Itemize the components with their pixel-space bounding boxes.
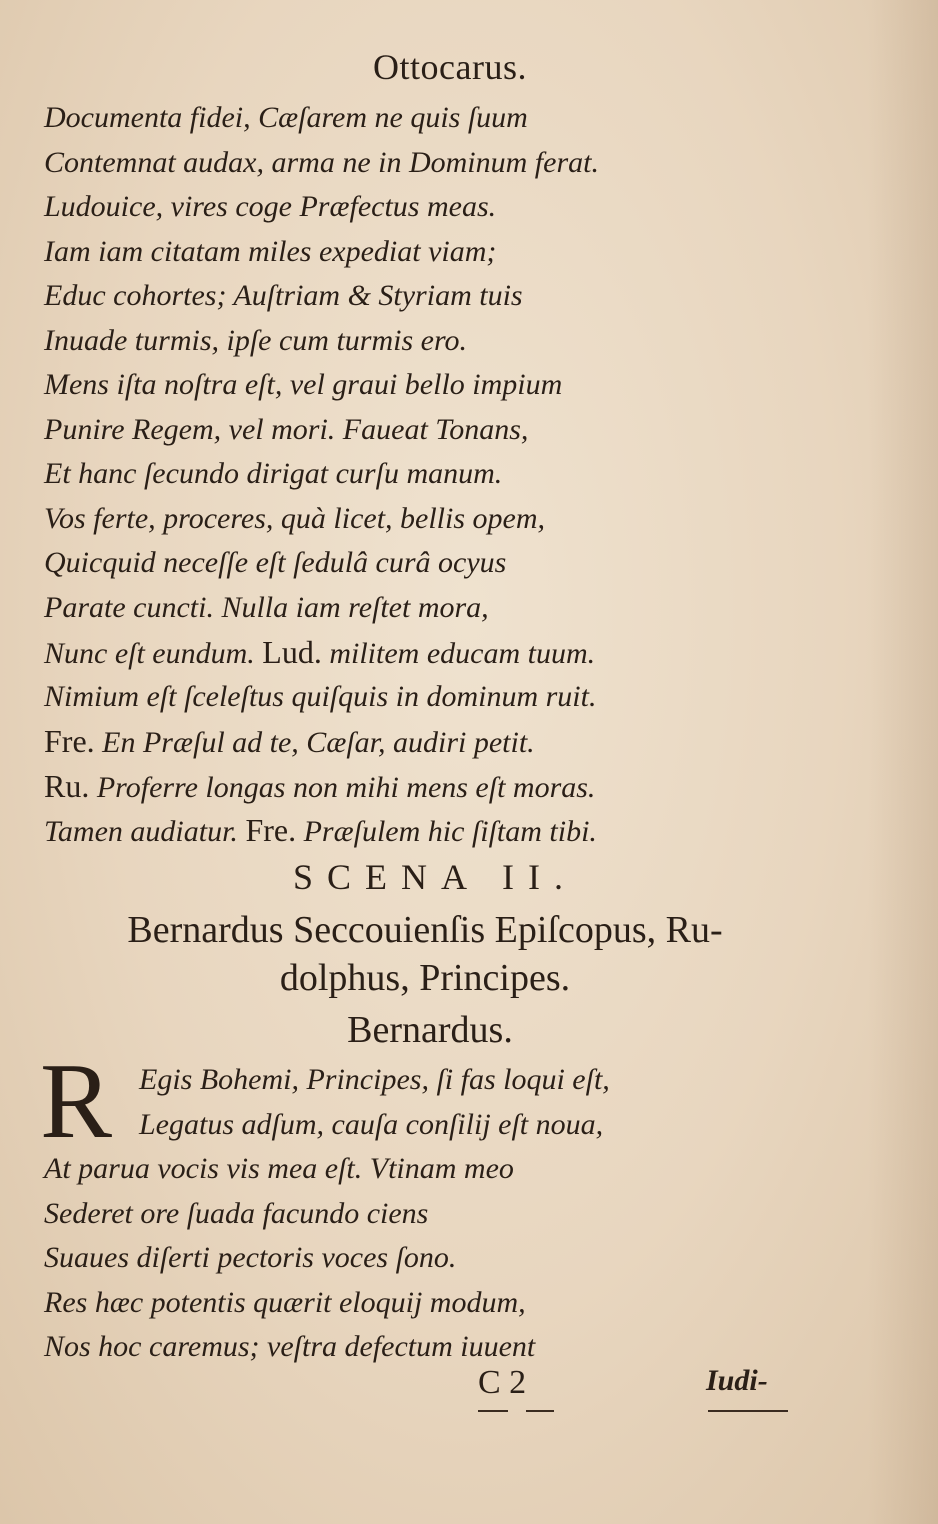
verse-line xyxy=(44,630,824,675)
verse-text: Nunc eſt eundum. xyxy=(44,637,263,670)
verse-line xyxy=(44,586,824,631)
verse-line xyxy=(44,1103,824,1148)
verse-text: Inuade turmis, ipſe cum turmis ero. xyxy=(44,323,468,357)
verse-text: Et hanc ſecundo dirigat curſu manum. xyxy=(44,457,503,490)
verse-text: Vos ferte, proceres, quà licet, bellis opem, xyxy=(44,501,546,535)
verse-text: Parate cuncti. Nulla iam reſtet mora, xyxy=(44,590,489,624)
verse-line xyxy=(44,1192,824,1237)
verse-text: Nos hoc caremus; veſtra defectum iuuent xyxy=(44,1330,536,1363)
catchword-underline xyxy=(708,1410,788,1412)
verse-line xyxy=(44,808,824,853)
running-head: Ottocarus. xyxy=(373,47,527,87)
verse-line xyxy=(44,1147,824,1192)
verse-text: Proferre longas non mihi mens eſt moras. xyxy=(89,770,596,804)
verse-line xyxy=(44,719,824,764)
verse-text: Punire Regem, vel mori. Faueat Tonans, xyxy=(44,412,529,446)
verse-line xyxy=(44,185,824,230)
verse-text: Mens iſta noſtra eſt, vel graui bello impium xyxy=(44,368,563,401)
verse-block-1 xyxy=(44,96,824,853)
verse-text: Ludouice, vires coge Præfectus meas. xyxy=(44,190,497,223)
catchword: Iudi- xyxy=(706,1364,768,1397)
verse-text: En Præſul ad te, Cæſar, audiri petit. xyxy=(94,726,535,759)
speaker-heading: Bernardus. xyxy=(347,1009,513,1051)
signature-mark: C 2 xyxy=(478,1364,527,1401)
persons-line-2: dolphus, Principes. xyxy=(279,957,571,999)
scene-title: SCENA II. xyxy=(292,857,577,897)
speaker-abbrev: Ru. xyxy=(44,767,90,804)
verse-line xyxy=(44,408,824,453)
persons-line-1: Bernardus Seccouienſis Epiſcopus, Ru- xyxy=(127,909,723,951)
verse-text: Nimium eſt ſceleſtus quiſquis in dominum ruit. xyxy=(44,679,597,713)
verse-text: Præſulem hic ſiſtam tibi. xyxy=(296,815,597,848)
signature-underline xyxy=(478,1410,508,1412)
verse-text: militem educam tuum. xyxy=(321,637,596,670)
verse-line xyxy=(44,764,824,809)
verse-line xyxy=(44,541,824,586)
verse-block-2 xyxy=(44,1058,824,1370)
signature-underline xyxy=(526,1410,554,1412)
verse-text: Suaues diſerti pectoris voces ſono. xyxy=(44,1241,457,1274)
verse-text: Quicquid neceſſe eſt ſedulâ curâ ocyus xyxy=(44,546,507,579)
verse-text: Res hæc potentis quærit eloquij modum, xyxy=(44,1285,526,1319)
verse-line xyxy=(44,319,824,364)
verse-text: Egis Bohemi, Principes, ſi fas loqui eſt, xyxy=(139,1063,610,1096)
dramatis-personae xyxy=(30,906,820,1002)
page-edge-shadow xyxy=(868,0,938,1524)
verse-line xyxy=(44,274,824,319)
verse-line xyxy=(44,497,824,542)
verse-text: Tamen audiatur. xyxy=(44,815,246,848)
verse-line xyxy=(44,1058,824,1103)
verse-line xyxy=(44,675,824,720)
speaker-abbrev: Fre. xyxy=(44,723,95,759)
verse-text: Iam iam citatam miles expediat viam; xyxy=(44,234,497,268)
verse-line xyxy=(44,230,824,275)
verse-line xyxy=(44,96,824,141)
verse-text: Documenta fidei, Cæſarem ne quis ſuum xyxy=(44,101,528,134)
verse-line xyxy=(44,1281,824,1326)
verse-line xyxy=(44,363,824,408)
verse-line xyxy=(44,141,824,186)
drop-cap: R xyxy=(40,1042,113,1161)
verse-text: Sederet ore ſuada facundo ciens xyxy=(44,1196,429,1230)
verse-text: Educ cohortes; Auſtriam & Styriam tuis xyxy=(44,279,523,312)
verse-text: Contemnat audax, arma ne in Dominum ferat. xyxy=(44,145,599,179)
verse-line xyxy=(44,452,824,497)
speaker-abbrev: Fre. xyxy=(245,812,297,848)
verse-line xyxy=(44,1325,824,1370)
verse-text: Legatus adſum, cauſa conſilij eſt noua, xyxy=(139,1107,604,1141)
verse-line xyxy=(44,1236,824,1281)
speaker-abbrev: Lud. xyxy=(262,634,322,670)
verse-text: At parua vocis vis mea eſt. Vtinam meo xyxy=(44,1152,514,1185)
